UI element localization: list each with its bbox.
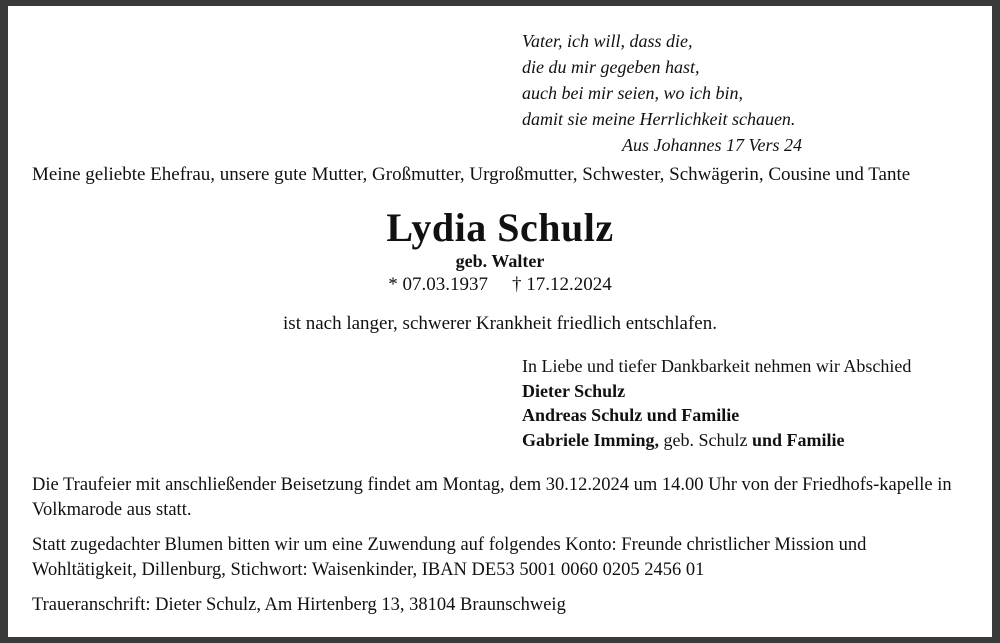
relationship-intro: Meine geliebte Ehefrau, unsere gute Mutter, Großmutter, Urgroßmutter, Schwester, Schwägerin, Cousine und Tante [32,164,911,185]
verse-line: damit sie meine Herrlichkeit schauen. [522,109,796,129]
mourner-birth-name: geb. Schulz [659,429,752,450]
obituary-notice [8,6,992,637]
verse-line: Vater, ich will, dass die, [522,31,693,51]
mourning-address: Traueranschrift: Dieter Schulz, Am Hirtenberg 13, 38104 Braunschweig [32,595,566,615]
mourners-block [522,354,911,452]
birth-name: geb. Walter [455,251,545,271]
passing-statement: ist nach langer, schwerer Krankheit friedlich entschlafen. [283,313,717,334]
mourner-name: Dieter Schulz [522,380,626,401]
mourner-name [522,428,911,453]
mourner-name: Andreas Schulz und Familie [522,405,740,425]
deceased-name: Lydia Schulz [386,205,614,250]
funeral-details: Die Traufeier mit anschließender Beisetzung findet am Montag, dem 30.12.2024 um 14.00 Uhr von der Friedhofs-kapelle in Volkmarode aus statt. [32,475,952,520]
mourner-suffix: und Familie [751,429,845,450]
mourner-last-name: Gabriele Imming, [522,429,659,450]
donation-request: Statt zugedachter Blumen bitten wir um eine Zuwendung auf folgendes Konto: Freunde christlicher Mission und Wohltätigkeit, Dillenburg, Stichwort: Waisenkinder, IBAN DE53 5001 0060 0205 2456 01 [32,535,867,580]
death-date: † 17.12.2024 [512,274,612,295]
verse-source: Aus Johannes 17 Vers 24 [622,135,802,155]
birth-date: * 07.03.1937 [388,274,488,295]
verse-line: die du mir gegeben hast, [522,57,700,77]
mourners-intro: In Liebe und tiefer Dankbarkeit nehmen wir Abschied [522,356,912,376]
life-dates [8,274,992,296]
bible-verse [522,28,882,158]
verse-line: auch bei mir seien, wo ich bin, [522,83,743,103]
